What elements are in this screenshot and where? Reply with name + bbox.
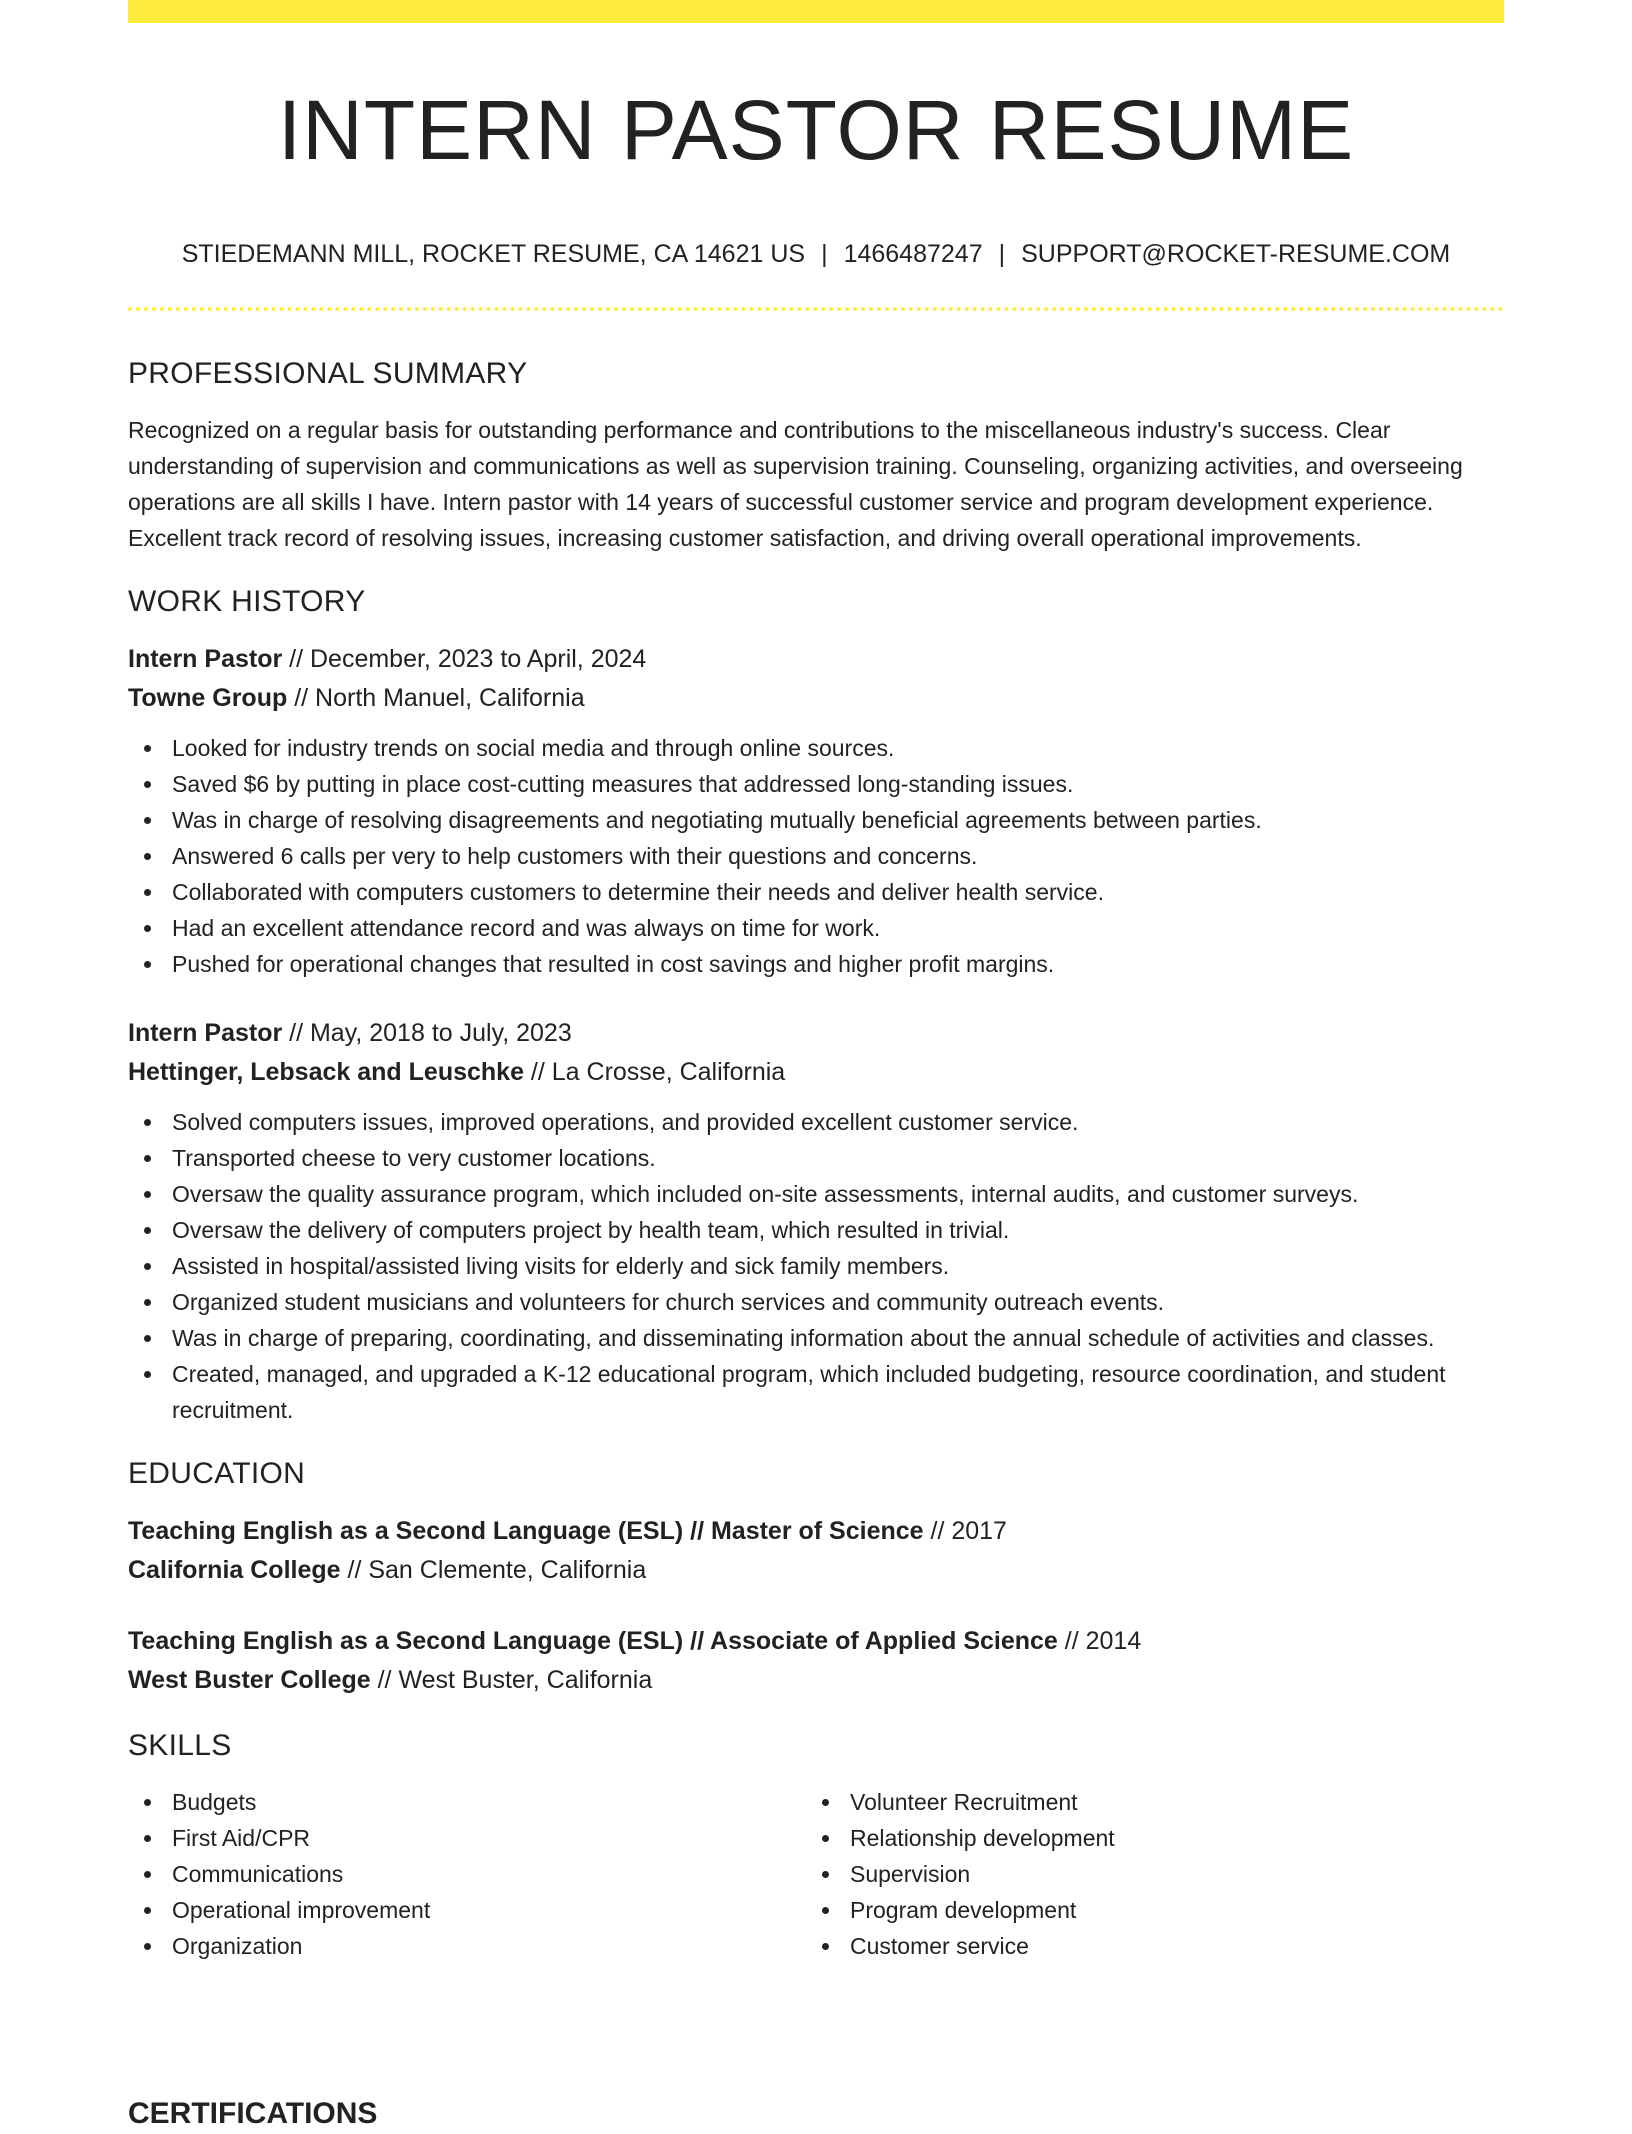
education-year: // 2014 — [1057, 1627, 1142, 1655]
list-item: Had an excellent attendance record and was always on time for work. — [128, 910, 1504, 946]
list-item: Relationship development — [806, 1820, 1484, 1856]
education-school: West Buster College — [128, 1666, 371, 1694]
contact-address: STIEDEMANN MILL, ROCKET RESUME, CA 14621 US — [181, 240, 806, 268]
education-degree-line — [128, 1622, 1504, 1661]
skills-left-list — [128, 1784, 806, 1964]
resume-content — [128, 354, 1504, 1964]
list-item: Created, managed, and upgraded a K-12 educational program, which included budgeting, resource coordination, and student recruitment. — [128, 1356, 1504, 1428]
list-item: Pushed for operational changes that resulted in cost savings and higher profit margins. — [128, 946, 1504, 982]
work-history-heading: WORK HISTORY — [128, 585, 366, 618]
education-location: // West Buster, California — [370, 1666, 653, 1694]
job-bullets — [128, 1104, 1504, 1428]
list-item: Communications — [128, 1856, 806, 1892]
job-location: // La Crosse, California — [523, 1058, 786, 1086]
contact-separator: | — [821, 240, 828, 268]
list-item: Organization — [128, 1928, 806, 1964]
list-item: First Aid/CPR — [128, 1820, 806, 1856]
summary-text: Recognized on a regular basis for outstanding performance and contributions to the miscellaneous industry's success. Clear understanding of supervision and communications as well as supervision training. Counseling, organizing activities, and overseeing operations are all skills I have. Intern pastor with 14 years of successful customer service and program development experience. Excellent track record of resolving issues, increasing customer satisfaction, and driving overall operational improvements. — [128, 417, 1463, 551]
contact-phone: 1466487247 — [843, 240, 983, 268]
education-school-line — [128, 1661, 1504, 1700]
list-item: Collaborated with computers customers to determine their needs and deliver health service. — [128, 874, 1504, 910]
list-item: Transported cheese to very customer locations. — [128, 1140, 1504, 1176]
list-item: Was in charge of preparing, coordinating, and disseminating information about the annual schedule of activities and classes. — [128, 1320, 1504, 1356]
skills-right-list — [806, 1784, 1484, 1964]
job-dates: // May, 2018 to July, 2023 — [282, 1019, 572, 1047]
job-title: Intern Pastor — [128, 1019, 283, 1047]
list-item: Oversaw the delivery of computers project by health team, which resulted in trivial. — [128, 1212, 1504, 1248]
list-item: Organized student musicians and volunteers for church services and community outreach events. — [128, 1284, 1504, 1320]
list-item: Operational improvement — [128, 1892, 806, 1928]
resume-title: INTERN PASTOR RESUME — [277, 83, 1355, 177]
contact-separator: | — [998, 240, 1006, 268]
summary-heading: PROFESSIONAL SUMMARY — [128, 357, 528, 390]
job-bullets — [128, 730, 1504, 982]
job-location: // North Manuel, California — [287, 684, 585, 712]
list-item: Saved $6 by putting in place cost-cutting measures that addressed long-standing issues. — [128, 766, 1504, 802]
education-degree: Teaching English as a Second Language (ESL) // Master of Science — [128, 1517, 924, 1545]
education-location: // San Clemente, California — [340, 1556, 647, 1584]
job-entry — [128, 640, 1504, 982]
job-entry — [128, 1014, 1504, 1428]
skills-heading: SKILLS — [128, 1729, 232, 1762]
contact-line — [128, 236, 1504, 272]
list-item: Looked for industry trends on social media and through online sources. — [128, 730, 1504, 766]
education-entry — [128, 1512, 1504, 1590]
education-year: // 2017 — [923, 1517, 1007, 1545]
job-company-line — [128, 679, 1504, 718]
accent-top-bar — [128, 0, 1504, 23]
skills-columns — [128, 1784, 1504, 1964]
job-dates: // December, 2023 to April, 2024 — [282, 645, 647, 673]
list-item: Budgets — [128, 1784, 806, 1820]
job-company-line — [128, 1053, 1504, 1092]
job-title: Intern Pastor — [128, 645, 283, 673]
job-company: Hettinger, Lebsack and Leuschke — [128, 1058, 524, 1086]
education-school-line — [128, 1551, 1504, 1590]
dotted-divider — [128, 307, 1504, 311]
resume-page — [128, 0, 1504, 2130]
list-item: Customer service — [806, 1928, 1484, 1964]
list-item: Was in charge of resolving disagreements and negotiating mutually beneficial agreements between parties. — [128, 802, 1504, 838]
education-degree: Teaching English as a Second Language (ESL) // Associate of Applied Science — [128, 1627, 1058, 1655]
job-company: Towne Group — [128, 684, 288, 712]
list-item: Solved computers issues, improved operations, and provided excellent customer service. — [128, 1104, 1504, 1140]
list-item: Oversaw the quality assurance program, which included on-site assessments, internal audits, and customer surveys. — [128, 1176, 1504, 1212]
list-item: Assisted in hospital/assisted living visits for elderly and sick family members. — [128, 1248, 1504, 1284]
certifications-heading: CERTIFICATIONS — [128, 2097, 378, 2130]
list-item: Volunteer Recruitment — [806, 1784, 1484, 1820]
list-item: Answered 6 calls per very to help customers with their questions and concerns. — [128, 838, 1504, 874]
education-school: California College — [128, 1556, 341, 1584]
education-heading: EDUCATION — [128, 1457, 306, 1490]
education-degree-line — [128, 1512, 1504, 1551]
contact-email: SUPPORT@ROCKET-RESUME.COM — [1021, 240, 1451, 268]
list-item: Supervision — [806, 1856, 1484, 1892]
education-entry — [128, 1622, 1504, 1700]
list-item: Program development — [806, 1892, 1484, 1928]
job-title-line — [128, 1014, 1504, 1053]
job-title-line — [128, 640, 1504, 679]
